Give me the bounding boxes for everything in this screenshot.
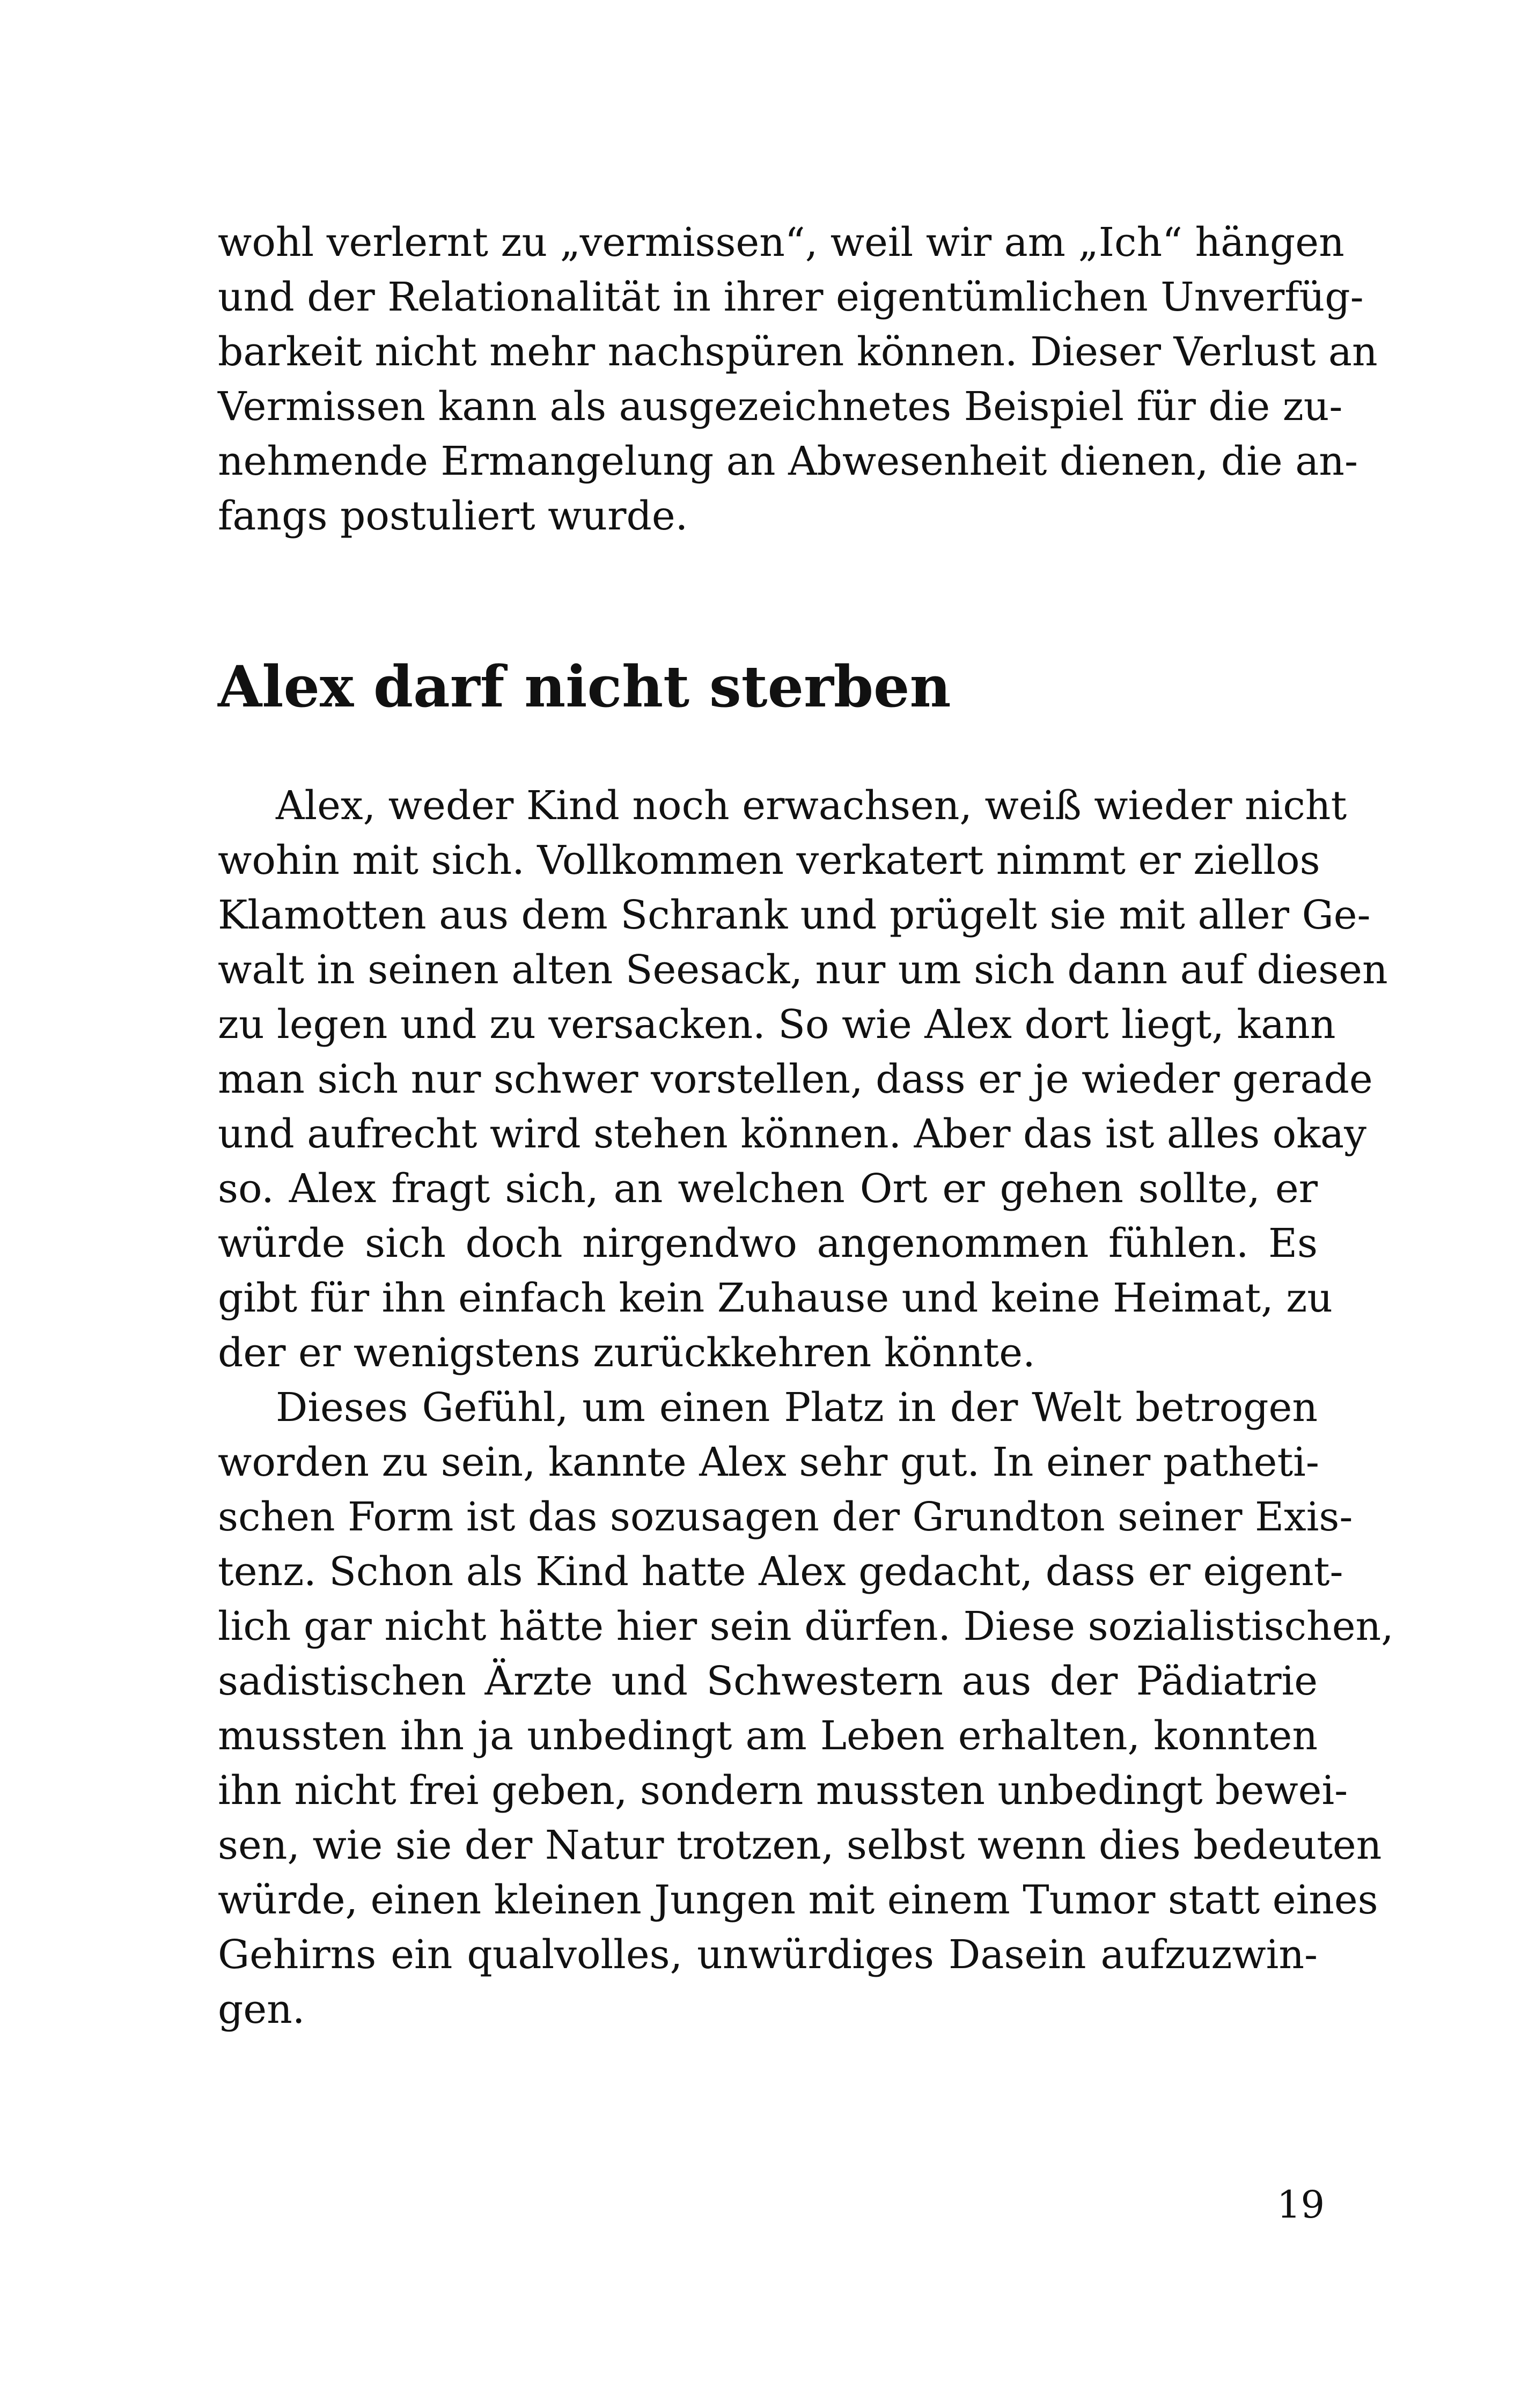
text-line: mussten ihn ja unbedingt am Leben erhalten, konnten [218, 1713, 1318, 1759]
text-line: würde, einen kleinen Jungen mit einem Tumor statt eines [218, 1877, 1378, 1923]
text-line: gibt für ihn einfach kein Zuhause und keine Heimat, zu [218, 1275, 1333, 1321]
text-line: und aufrecht wird stehen können. Aber das ist alles okay [218, 1111, 1366, 1157]
text-line: Dieses Gefühl, um einen Platz in der Welt betrogen [276, 1385, 1318, 1431]
text-line: Klamotten aus dem Schrank und prügelt sie mit aller Ge- [218, 892, 1371, 938]
text-line: tenz. Schon als Kind hatte Alex gedacht, dass er eigent- [218, 1549, 1343, 1595]
text-line: wohl verlernt zu „vermissen“, weil wir am „Ich“ hängen [218, 219, 1344, 266]
text-line: zu legen und zu versacken. So wie Alex dort liegt, kann [218, 1002, 1336, 1048]
text-line: ihn nicht frei geben, sondern mussten unbedingt bewei- [218, 1768, 1348, 1814]
text-line: Vermissen kann als ausgezeichnetes Beispiel für die zu- [218, 384, 1343, 430]
text-line: schen Form ist das sozusagen der Grundton seiner Exis- [218, 1494, 1353, 1540]
text-line: fangs postuliert wurde. [218, 493, 688, 539]
text-line: Alex, weder Kind noch erwachsen, weiß wieder nicht [276, 783, 1347, 829]
text-line: man sich nur schwer vorstellen, dass er je wieder gerade [218, 1056, 1373, 1102]
section-body [218, 778, 1394, 2037]
text-line: wohin mit sich. Vollkommen verkatert nimmt er ziellos [218, 837, 1320, 883]
text-line: der er wenigstens zurückkehren könnte. [218, 1330, 1035, 1376]
text-line: Gehirns ein qualvolles, unwürdiges Dasein aufzuzwin- [218, 1932, 1318, 1978]
text-line: worden zu sein, kannte Alex sehr gut. In einer patheti- [218, 1439, 1319, 1485]
intro-paragraph [218, 215, 1378, 543]
text-line: nehmende Ermangelung an Abwesenheit dienen, die an- [218, 438, 1358, 484]
text-line: würde sich doch nirgendwo angenommen fühlen. Es [218, 1220, 1318, 1266]
text-line: barkeit nicht mehr nachspüren können. Dieser Verlust an [218, 329, 1378, 375]
text-line: walt in seinen alten Seesack, nur um sich dann auf diesen [218, 947, 1388, 993]
text-line: und der Relationalität in ihrer eigentümlichen Unverfüg- [218, 274, 1364, 320]
text-line: sadistischen Ärzte und Schwestern aus der Pädiatrie [218, 1658, 1318, 1704]
text-line: gen. [218, 1986, 305, 2033]
section-heading: Alex darf nicht sterben [218, 653, 951, 720]
text-line: so. Alex fragt sich, an welchen Ort er gehen sollte, er [218, 1166, 1318, 1212]
page-number: 19 [1277, 2183, 1325, 2227]
text-line: lich gar nicht hätte hier sein dürfen. Diese sozialistischen, [218, 1603, 1394, 1649]
text-line: sen, wie sie der Natur trotzen, selbst wenn dies bedeuten [218, 1822, 1382, 1868]
